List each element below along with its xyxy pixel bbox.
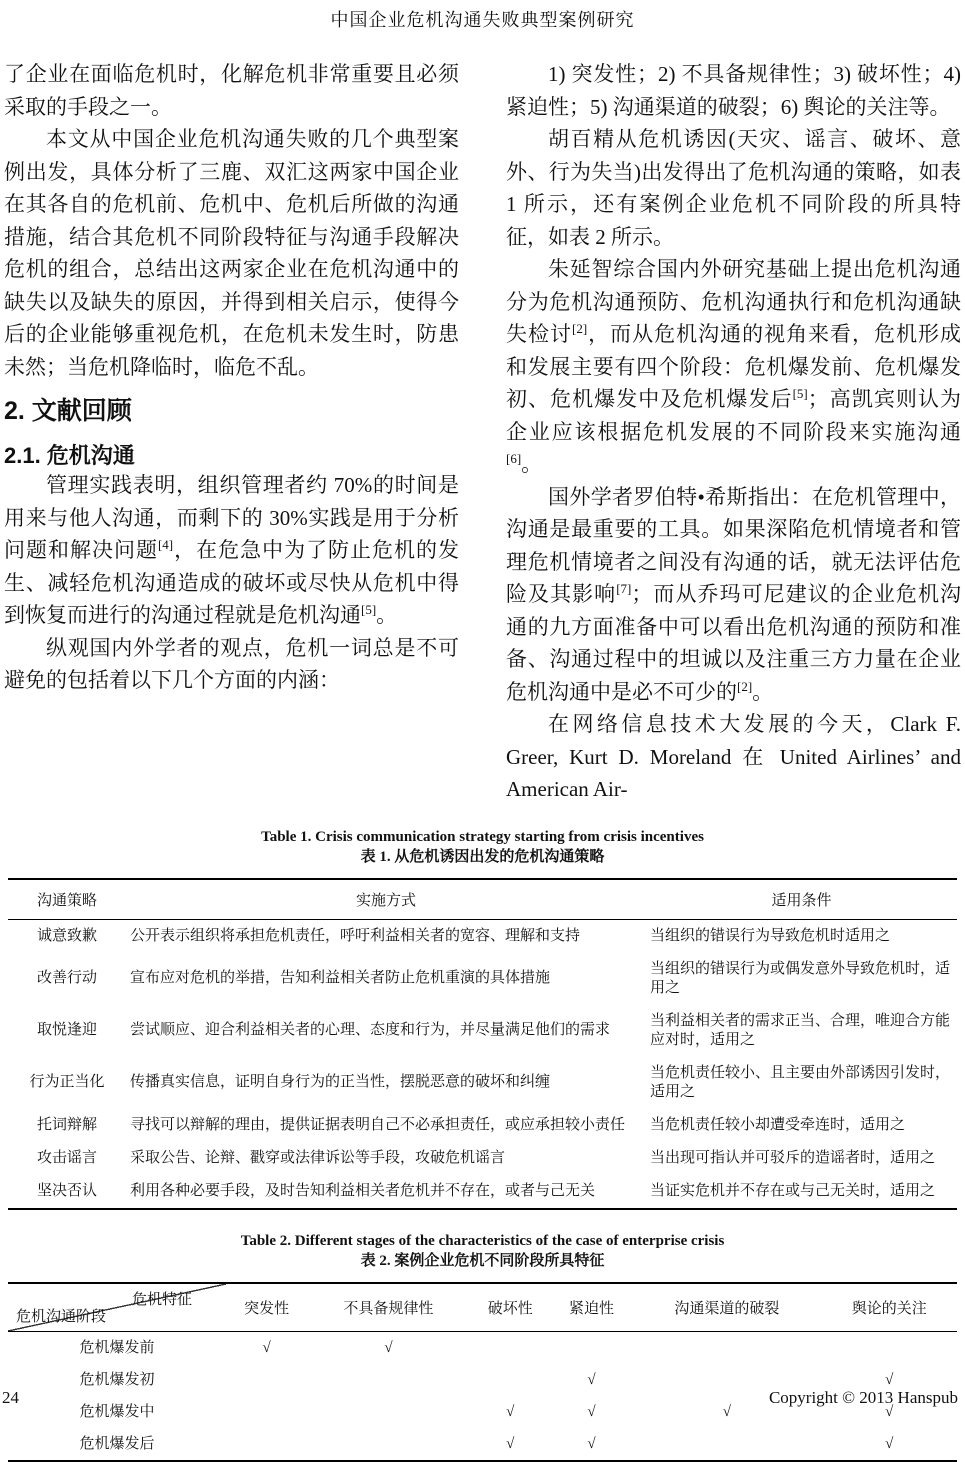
- table-crisis-communication-strategy: [8, 878, 957, 1210]
- subsection-heading: 2.1. 危机沟通: [4, 442, 459, 469]
- table2-col-header: 不具备规律性: [307, 1283, 469, 1332]
- paragraph: 国外学者罗伯特•希斯指出：在危机管理中，沟通是最重要的工具。如果深陷危机情境者和管理危机情境者之间没有沟通的话，就无法评估危险及其影响[7]；而从乔玛可尼建议的企业危机沟通的九方面准备中可以看出危机沟通的预防和准备、沟通过程中的坦诚以及注重三方力量在企业危机沟通中是必不可少的[2]。: [506, 481, 961, 709]
- table1-col-header: 适用条件: [646, 879, 957, 920]
- reference-superscript: [2]: [737, 679, 752, 694]
- paragraph: 本文从中国企业危机沟通失败的几个典型案例出发，具体分析了三鹿、双汇这两家中国企业在其各自的危机前、危机中、危机后所做的沟通措施，结合其危机不同阶段特征与沟通手段解决危机的组合，总结出这两家企业在危机沟通中的缺失以及缺失的原因，并得到相关启示，使得今后的企业能够重视危机，在危机未发生时，防患未然；当危机降临时，临危不乱。: [4, 123, 459, 383]
- strategy-name-cell: 改善行动: [8, 953, 126, 1005]
- crisis-stage-label: 危机爆发初: [8, 1364, 226, 1396]
- empty-cell: [632, 1428, 822, 1461]
- crisis-stage-label: 危机爆发中: [8, 1396, 226, 1428]
- empty-cell: [551, 1332, 632, 1365]
- applicable-condition-cell: 当组织的错误行为导致危机时适用之: [646, 919, 957, 953]
- copyright-notice: Copyright © 2013 Hanspub: [769, 1388, 958, 1408]
- implementation-cell: 寻找可以辩解的理由，提供证据表明自己不必承担责任，或应承担较小责任: [126, 1109, 646, 1142]
- strategy-name-cell: 攻击谣言: [8, 1142, 126, 1175]
- table2-row: [8, 1428, 957, 1461]
- table1-row: [8, 1175, 957, 1209]
- left-column: [4, 58, 459, 806]
- reference-superscript: [4]: [158, 537, 173, 552]
- checkmark-cell: √: [470, 1396, 551, 1428]
- applicable-condition-cell: 当危机责任较小却遭受牵连时，适用之: [646, 1109, 957, 1142]
- corner-top-label: 危机特征: [132, 1288, 192, 1309]
- table1-row: [8, 1005, 957, 1057]
- paragraph: 1) 突发性；2) 不具备规律性；3) 破坏性；4) 紧迫性；5) 沟通渠道的破裂；6) 舆论的关注等。: [506, 58, 961, 123]
- strategy-name-cell: 坚决否认: [8, 1175, 126, 1209]
- applicable-condition-cell: 当证实危机并不存在或与己无关时，适用之: [646, 1175, 957, 1209]
- table1-row: [8, 1057, 957, 1109]
- reference-superscript: [2]: [572, 321, 587, 336]
- body-columns: [4, 58, 961, 806]
- checkmark-cell: √: [822, 1364, 957, 1396]
- implementation-cell: 尝试顺应、迎合利益相关者的心理、态度和行为，并尽量满足他们的需求: [126, 1005, 646, 1057]
- table1-row: [8, 953, 957, 1005]
- table2-col-header: 沟通渠道的破裂: [632, 1283, 822, 1332]
- table2-row: [8, 1332, 957, 1365]
- table2-caption-english: Table 2. Different stages of the characteristics of the case of enterprise crisis: [0, 1231, 965, 1251]
- table1-col-header: 实施方式: [126, 879, 646, 920]
- applicable-condition-cell: 当组织的错误行为或偶发意外导致危机时，适用之: [646, 953, 957, 1005]
- applicable-condition-cell: 当危机责任较小、且主要由外部诱因引发时，适用之: [646, 1057, 957, 1109]
- paragraph: 了企业在面临危机时，化解危机非常重要且必须采取的手段之一。: [4, 58, 459, 123]
- table2-col-header: 突发性: [226, 1283, 307, 1332]
- paragraph: 胡百精从危机诱因(天灾、谣言、破坏、意外、行为失当)出发得出了危机沟通的策略，如表 1 所示，还有案例企业危机不同阶段的所具特征，如表 2 所示。: [506, 123, 961, 253]
- page-number: 24: [2, 1388, 19, 1408]
- table1-row: [8, 919, 957, 953]
- diagonal-split-header-cell: [8, 1283, 226, 1332]
- right-column: [506, 58, 961, 806]
- strategy-name-cell: 行为正当化: [8, 1057, 126, 1109]
- table1-caption-chinese: 表 1. 从危机诱因出发的危机沟通策略: [0, 847, 965, 867]
- empty-cell: [226, 1428, 307, 1461]
- checkmark-cell: √: [551, 1364, 632, 1396]
- implementation-cell: 采取公告、论辩、戳穿或法律诉讼等手段，攻破危机谣言: [126, 1142, 646, 1175]
- empty-cell: [307, 1428, 469, 1461]
- applicable-condition-cell: 当利益相关者的需求正当、合理，唯迎合方能应对时，适用之: [646, 1005, 957, 1057]
- checkmark-cell: √: [470, 1428, 551, 1461]
- checkmark-cell: √: [226, 1332, 307, 1365]
- table1-caption-english: Table 1. Crisis communication strategy starting from crisis incentives: [0, 827, 965, 847]
- paragraph: 朱延智综合国内外研究基础上提出危机沟通分为危机沟通预防、危机沟通执行和危机沟通缺失检讨[2]，而从危机沟通的视角来看，危机形成和发展主要有四个阶段：危机爆发前、危机爆发初、危机爆发中及危机爆发后[5]；高凯宾则认为企业应该根据危机发展的不同阶段来实施沟通[6]。: [506, 253, 961, 481]
- empty-cell: [822, 1332, 957, 1365]
- table1-row: [8, 1109, 957, 1142]
- implementation-cell: 宣布应对危机的举措，告知利益相关者防止危机重演的具体措施: [126, 953, 646, 1005]
- crisis-stage-label: 危机爆发后: [8, 1428, 226, 1461]
- reference-superscript: [7]: [616, 581, 631, 596]
- implementation-cell: 传播真实信息，证明自身行为的正当性，摆脱恶意的破坏和纠缠: [126, 1057, 646, 1109]
- strategy-name-cell: 诚意致歉: [8, 919, 126, 953]
- strategy-name-cell: 取悦逢迎: [8, 1005, 126, 1057]
- table1-row: [8, 1142, 957, 1175]
- checkmark-cell: √: [551, 1396, 632, 1428]
- reference-superscript: [5]: [793, 386, 808, 401]
- table2-col-header: 紧迫性: [551, 1283, 632, 1332]
- paragraph: 纵观国内外学者的观点，危机一词总是不可避免的包括着以下几个方面的内涵：: [4, 632, 459, 697]
- section-heading: 2. 文献回顾: [4, 396, 459, 426]
- implementation-cell: 利用各种必要手段，及时告知利益相关者危机并不存在，或者与己无关: [126, 1175, 646, 1209]
- page-footer: [0, 1388, 965, 1408]
- checkmark-cell: √: [822, 1396, 957, 1428]
- implementation-cell: 公开表示组织将承担危机责任，呼吁利益相关者的宽容、理解和支持: [126, 919, 646, 953]
- table1-header: [8, 879, 957, 920]
- crisis-stage-label: 危机爆发前: [8, 1332, 226, 1365]
- reference-superscript: [6]: [506, 451, 521, 466]
- empty-cell: [632, 1332, 822, 1365]
- table2-caption-chinese: 表 2. 案例企业危机不同阶段所具特征: [0, 1251, 965, 1271]
- applicable-condition-cell: 当出现可指认并可驳斥的造谣者时，适用之: [646, 1142, 957, 1175]
- table1-col-header: 沟通策略: [8, 879, 126, 920]
- table2-col-header: 舆论的关注: [822, 1283, 957, 1332]
- checkmark-cell: √: [822, 1428, 957, 1461]
- checkmark-cell: √: [307, 1332, 469, 1365]
- reference-superscript: [5]: [361, 602, 376, 617]
- corner-bottom-label: 危机沟通阶段: [16, 1305, 106, 1326]
- paragraph: 管理实践表明，组织管理者约 70%的时间是用来与他人沟通，而剩下的 30%实践是用于分析问题和解决问题[4]，在危急中为了防止危机的发生、减轻危机沟通造成的破坏或尽快从危机中得到恢复而进行的沟通过程就是危机沟通[5]。: [4, 469, 459, 632]
- table2-header: [8, 1283, 957, 1332]
- checkmark-cell: √: [551, 1428, 632, 1461]
- table-crisis-stage-characteristics: [8, 1282, 957, 1462]
- empty-cell: [470, 1332, 551, 1365]
- running-head-title: 中国企业危机沟通失败典型案例研究: [0, 0, 965, 32]
- paragraph: 在网络信息技术大发展的今天，Clark F. Greer, Kurt D. Moreland 在 United Airlines’ and American Air-: [506, 708, 961, 806]
- checkmark-cell: √: [632, 1396, 822, 1428]
- strategy-name-cell: 托词辩解: [8, 1109, 126, 1142]
- table2-col-header: 破坏性: [470, 1283, 551, 1332]
